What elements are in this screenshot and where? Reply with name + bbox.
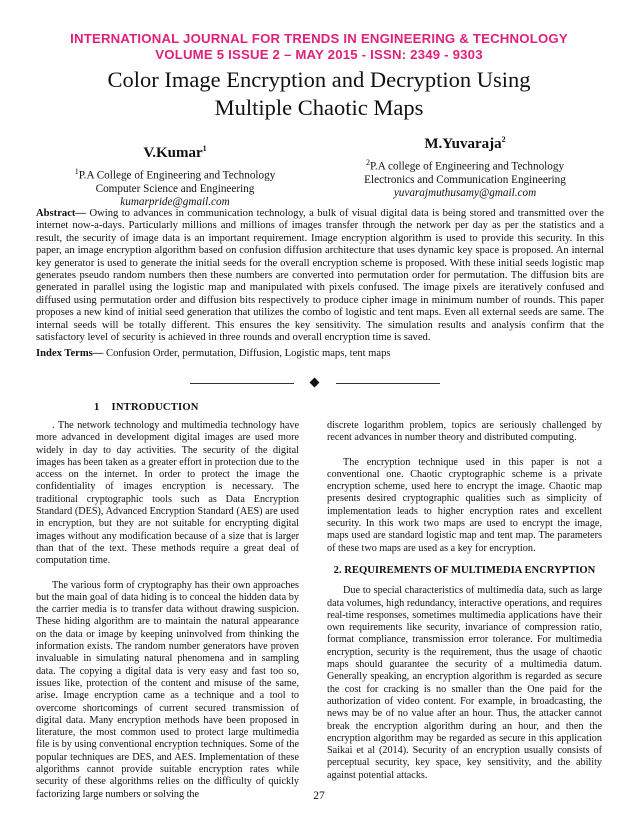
paper-title-line-1: Color Image Encryption and Decryption Using	[107, 67, 531, 92]
author-department: Electronics and Communication Engineering	[364, 173, 566, 186]
page-number: 27	[313, 790, 325, 802]
paragraph: discrete logarithm problem, topics are seriously challenged by recent advances in number theory and distributed computing.	[327, 420, 602, 444]
divider-line-right	[336, 383, 440, 384]
journal-header-line-1: INTERNATIONAL JOURNAL FOR TRENDS IN ENGINEERING & TECHNOLOGY	[70, 31, 568, 46]
right-column	[327, 420, 602, 782]
paragraph: Due to special characteristics of multimedia data, such as large data volumes, high redundancy, interactive operations, and requires real-time responses, sometimes multimedia applications have their own requirements like security, invariance of compression ratio, format compliance, transmission error tolerance. For multimedia encryption, security is the requirement, thus the usage of chaotic maps should guarantee the security of a multimedia datum. Generally speaking, an encryption algorithm is regarded as secure the cost for cracking is no smaller than the One paid for the authorization of video content. For example, in broadcasting, the news may be of no value after an hour. Thus, the attacker cannot break the encryption algorithm during an hour, and then the encryption algorithm may be regarded as secure in this application Saikai et al (2014). Security of an encryption usually consists of perceptual security, key space, key sensitivity, and the ability against potential attacks.	[327, 585, 602, 781]
left-column	[36, 420, 299, 801]
journal-header-line-2: VOLUME 5 ISSUE 2 – MAY 2015 - ISSN: 2349 - 9303	[155, 47, 483, 62]
index-terms-label: Index Terms—	[36, 348, 104, 359]
section-number: 1	[94, 402, 100, 413]
author-department: Computer Science and Engineering	[95, 182, 255, 195]
diamond-icon	[310, 378, 320, 388]
section-heading-requirements: 2. REQUIREMENTS OF MULTIMEDIA ENCRYPTION	[333, 564, 596, 576]
author-block-1	[70, 140, 280, 209]
paper-title-line-2: Multiple Chaotic Maps	[214, 95, 424, 120]
section-heading-introduction	[94, 402, 199, 413]
index-terms	[36, 348, 604, 360]
section-title: INTRODUCTION	[111, 402, 199, 413]
abstract	[36, 208, 604, 344]
section-divider	[190, 378, 440, 388]
paragraph: . The network technology and multimedia technology have more advanced in development digital images are used more widely in day to day activities. The security of the digital images has been taken as a greater effort in protection due to the access on the internet. In order to protect the image the confidentiality of images encryption is necessary. The traditional cryptographic tools such as Data Encryption Standard (DES), Advanced Encryption Standard (AES) are used in encryption, but they are not suitable for encrypting digital images without any modification because of a size that is larger than that of the text. These methods require a great deal of computation time.	[36, 420, 299, 567]
paragraph: The encryption technique used in this paper is not a conventional one. Chaotic cryptographic scheme is a private encryption scheme, used here to encrypt the image. Chaotic map presents desired cryptographic qualities such as simplicity of implementation leads to higher encryption rates and excellent security. In this work two maps are used to encrypt the image, maps used are standard logistic map and tent map. The parameters of these two maps are used as a key for encryption.	[327, 456, 602, 554]
author-affiliation: $^2$P.A college of Engineering and Technology	[365, 158, 565, 173]
divider-line-left	[190, 383, 294, 384]
paragraph: The various form of cryptography has their own approaches but the main goal of data hiding is to conceal the hidden data by the carrier media is to transfer data without drawing suspicion. These hiding algorithm are to maintain the natural appearance on the data or image by keeping uninvolved from thinking the information exists. The random number generators have proven invaluable in simulating natural phenomena and in sampling data. The copying a digital data is very easy and fast too so, issues like, protection of the content and misuse of the same, arise. Image encryption came as a technique and a tool to overcome shortcomings of current secured transmission of digital data. Many encryption methods have been proposed in literature, the most common used to protect large multimedia file is by using conventional encryption techniques. Some of the popular techniques are DES, and AES. Implementation of these algorithms cannot provide suitable encryption rates while security of these algorithms relies on the difficulty of quickly factorizing large numbers or solving the	[36, 579, 299, 800]
author-name: M.Yuvaraja$^2$	[424, 135, 506, 152]
author-email: kumarpride@gmail.com	[120, 195, 230, 208]
author-affiliation: $^1$P.A College of Engineering and Technology	[74, 167, 276, 182]
index-terms-text: Confusion Order, permutation, Diffusion, Logistic maps, tent maps	[103, 348, 391, 359]
author-block-2	[360, 131, 570, 200]
abstract-label: Abstract—	[36, 208, 87, 219]
author-name: V.Kumar$^1$	[143, 144, 207, 161]
author-email: yuvarajmuthusamy@gmail.com	[393, 186, 537, 199]
abstract-text: Owing to advances in communication technology, a bulk of visual digital data is being stored and transmitted over the internet now-a-days. Particularly millions and millions of images transfer through the network per day as per the statistics and a result, the security of image data is an important requirement. Image encryption algorithm is used to provide this security. In this paper, an image encryption algorithm based on confusion diffusion architecture that uses dynamic key space is proposed. An internal key generator is used to generate the initial seeds for the overall encryption scheme is proposed. With these initial seeds logistic map generates pseudo random numbers then these numbers are converted into permutation order for permutation. The diffusion bits are generated in parallel using the logistic map and manipulated with pixels confused. The image pixels are iteratively confused and diffused using permutation order and diffusion bits respectively to produce cipher image in minimum number of rounds. This paper proposes a new kind of initial seed generation that utilizes the combo of logistic and tent maps. Even all external seeds are same. The internal seeds will be totally different. This ensures the key sensitivity. The simulation results and analysis confirm that the satisfactory level of security is achieved in three rounds and overall encryption time is saved.	[36, 208, 604, 344]
